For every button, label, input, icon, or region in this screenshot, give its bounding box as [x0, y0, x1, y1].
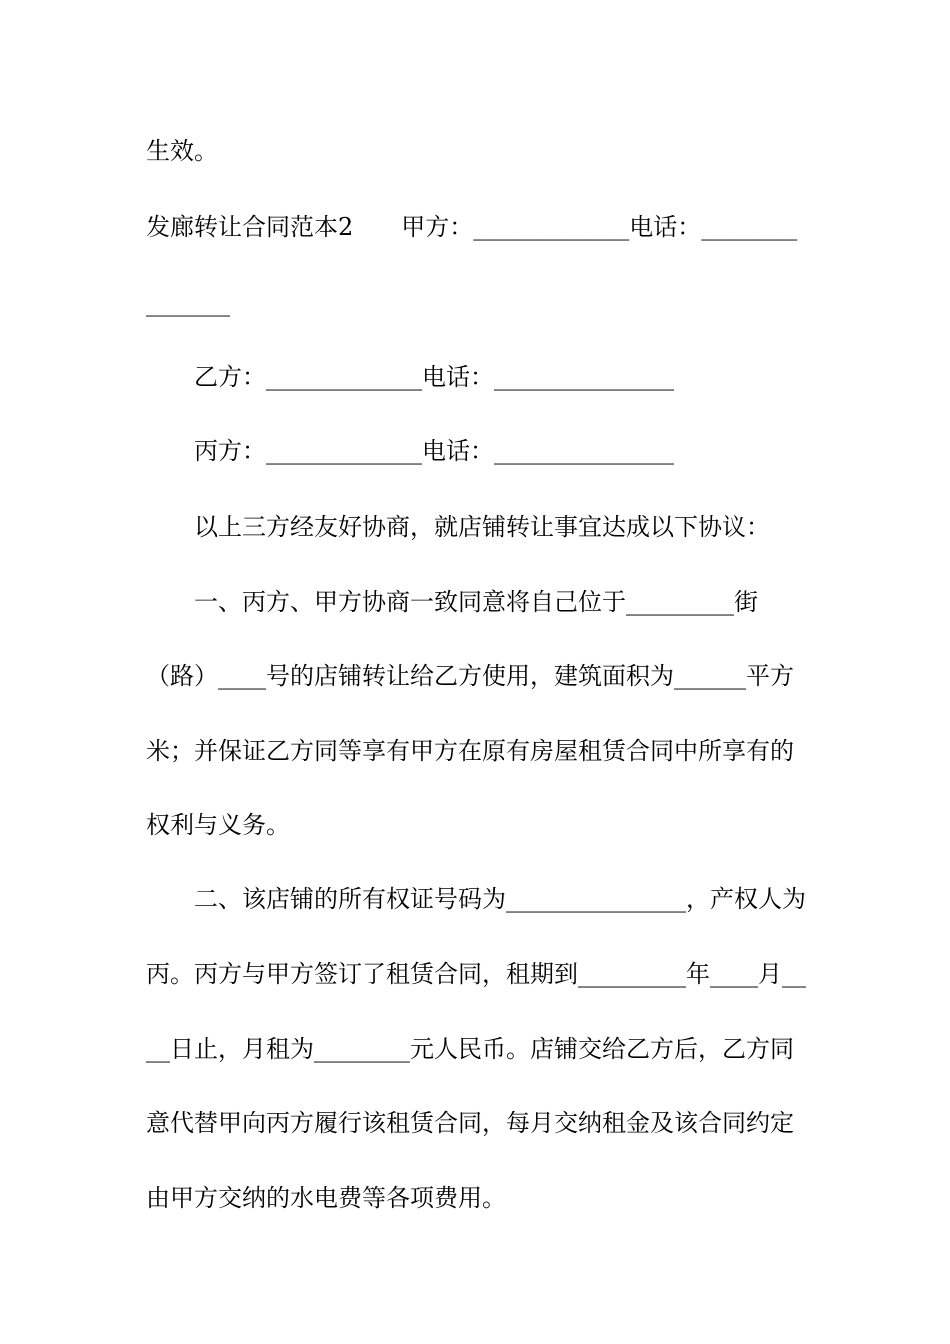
text-line-phone-blank: _______ — [146, 289, 230, 317]
text-line-clause-1-cont-b: 米；并保证乙方同等享有甲方在原有房屋租赁合同中所享有的 — [146, 737, 794, 765]
text-line-clause-2-cont-c: 意代替甲向丙方履行该租赁合同，每月交纳租金及该合同约定 — [146, 1109, 794, 1137]
text-line-party-b: 乙方：_____________电话：_______________ — [194, 363, 674, 391]
text-line-clause-2: 二、该店铺的所有权证号码为_______________，产权人为 — [194, 885, 806, 913]
text-line-clause-1-cont-c: 权利与义务。 — [146, 811, 290, 839]
text-line-agreement-intro: 以上三方经友好协商，就店铺转让事宜达成以下协议： — [194, 513, 770, 541]
text-line-clause-2-cont-b: __日止，月租为________元人民币。店铺交给乙方后，乙方同 — [146, 1035, 794, 1063]
text-line-continuation: 生效。 — [146, 137, 218, 165]
text-line-clause-1-cont-a: （路）____号的店铺转让给乙方使用，建筑面积为______平方 — [146, 662, 794, 690]
text-line-clause-1: 一、丙方、甲方协商一致同意将自己位于_________街 — [194, 588, 758, 616]
text-line-clause-2-cont-d: 由甲方交纳的水电费等各项费用。 — [146, 1184, 506, 1212]
text-line-clause-2-cont-a: 丙。丙方与甲方签订了租赁合同，租期到_________年____月__ — [146, 960, 806, 988]
text-line-title-party-a: 发廊转让合同范本2 甲方：_____________电话：________ — [146, 213, 798, 241]
text-line-party-c: 丙方：_____________电话：_______________ — [194, 437, 674, 465]
